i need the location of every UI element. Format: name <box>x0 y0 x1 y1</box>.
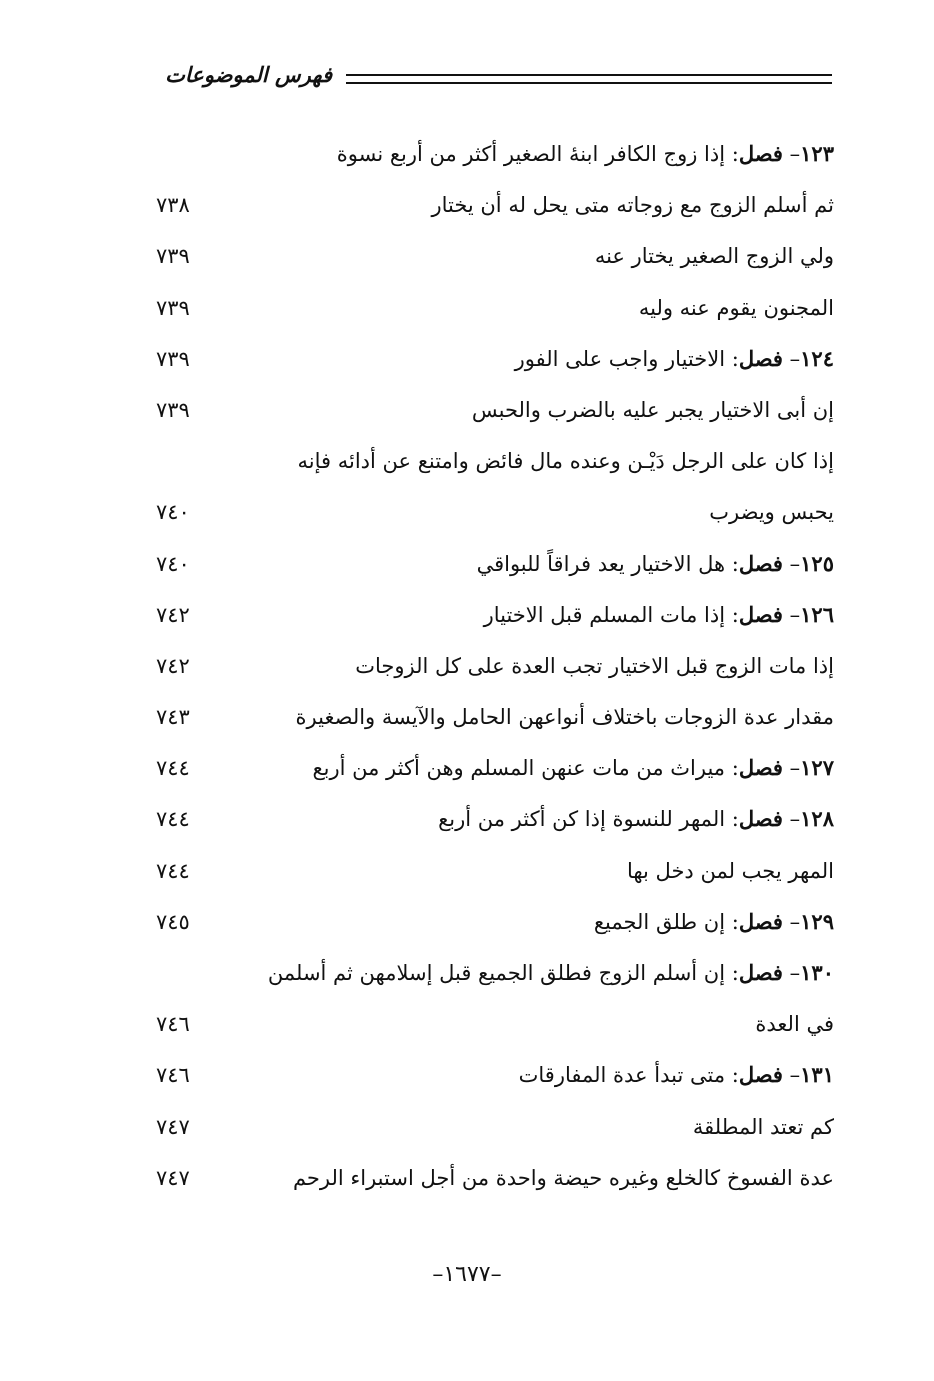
section-keyword: فصل <box>738 1062 783 1088</box>
entry-text: يحبس ويضرب <box>709 500 834 525</box>
section-number: ١٢٥ <box>800 550 834 576</box>
entry-text: كم تعتد المطلقة <box>692 1114 834 1139</box>
section-keyword: فصل <box>738 550 783 576</box>
toc-entry-title <box>337 138 834 170</box>
toc-row <box>150 591 834 642</box>
entry-text: إذا مات الزوج قبل الاختيار تجب العدة على كل الزوجات <box>355 653 834 678</box>
toc-page-number: ٧٤٣ <box>156 705 190 730</box>
entry-text: : إذا زوج الكافر ابنهٔ الصغير أكثر من أربع نسوة <box>336 142 739 166</box>
toc-row <box>150 1051 834 1102</box>
toc-entry-title <box>431 189 834 221</box>
toc-row <box>150 1154 834 1205</box>
entry-text: : إذا مات المسلم قبل الاختيار <box>483 602 739 627</box>
entry-text: : ميراث من مات عنهن المسلم وهن أكثر من أربع <box>312 756 739 781</box>
toc-entry-title <box>472 394 834 426</box>
section-dash: – <box>789 961 801 985</box>
toc-page-number: ٧٤٤ <box>156 807 190 832</box>
entry-text: : الاختيار واجب على الفور <box>514 346 739 371</box>
toc-entry-title <box>296 701 834 733</box>
entry-text: عدة الفسوخ كالخلع وغيره حيضة واحدة من أجل استبراء الرحم <box>292 1165 834 1190</box>
toc-page-number: ٧٤٢ <box>156 602 190 627</box>
toc-page-number: ٧٤٤ <box>156 756 190 781</box>
entry-text: : هل الاختيار يعد فراقاً للبواقي <box>476 551 739 576</box>
section-number: ١٢٦ <box>800 601 834 627</box>
toc-page-number: ٧٤٢ <box>156 653 190 678</box>
section-number: ١٣١ <box>800 1062 834 1088</box>
toc-entry-title <box>268 957 834 989</box>
toc-row <box>150 386 834 437</box>
page-number: –١٦٧٧– <box>432 1262 502 1287</box>
section-dash: – <box>789 551 801 576</box>
toc-page-number: ٧٤٠ <box>156 500 190 525</box>
toc-entry-title <box>515 343 834 375</box>
section-number: ١٢٣ <box>800 141 834 166</box>
entry-text: : المهر للنسوة إذا كن أكثر من أربع <box>438 807 739 832</box>
entry-text: ولي الزوج الصغير يختار عنه <box>594 244 834 269</box>
section-keyword: فصل <box>738 908 783 934</box>
section-dash: – <box>789 909 801 934</box>
toc-page-number: ٧٤٧ <box>156 1114 190 1139</box>
entry-text: مقدار عدة الزوجات باختلاف أنواعهن الحامل والآيسة والصغيرة <box>295 705 834 730</box>
toc-entry-title <box>484 599 834 631</box>
toc-row <box>150 744 834 795</box>
toc-entry-title <box>438 803 834 835</box>
toc-page-number: ٧٤٥ <box>156 909 190 934</box>
toc-row <box>150 284 834 335</box>
section-dash: – <box>789 756 801 781</box>
toc-row <box>150 335 834 386</box>
entry-text: ثم أسلم الزوج مع زوجاته متى يحل له أن يختار <box>431 193 834 218</box>
section-number: ١٢٤ <box>800 345 834 371</box>
toc-row <box>150 642 834 693</box>
toc-entry-title <box>298 445 835 477</box>
toc-page-number: ٧٤٦ <box>156 1063 190 1088</box>
toc-row <box>150 181 834 232</box>
section-keyword: فصل <box>738 601 783 627</box>
toc-entry-title <box>355 650 834 682</box>
toc-row <box>150 949 834 1000</box>
running-header <box>128 62 832 96</box>
entry-text: في العدة <box>755 1012 834 1037</box>
toc-row <box>150 795 834 846</box>
section-keyword: فصل <box>738 345 783 371</box>
toc-page-number: ٧٣٩ <box>156 346 190 371</box>
section-dash: – <box>789 602 801 627</box>
section-number: ١٢٧ <box>800 755 834 781</box>
toc-page-number: ٧٣٩ <box>156 295 190 320</box>
header-rule-top <box>346 74 832 76</box>
section-keyword: فصل <box>738 141 783 166</box>
section-dash: – <box>789 807 801 832</box>
entry-text: : إن طلق الجميع <box>593 909 739 934</box>
toc-row <box>150 1103 834 1154</box>
toc-row <box>150 130 834 181</box>
toc-entry-title <box>312 752 834 784</box>
entry-text: إن أبى الاختيار يجبر عليه بالضرب والحبس <box>471 397 834 422</box>
entry-text: : متى تبدأ عدة المفارقات <box>518 1063 739 1088</box>
toc-entry-title <box>639 292 834 324</box>
header-rule-bottom <box>346 82 832 84</box>
entry-text: : إن أسلم الزوج فطلق الجميع قبل إسلامهن ثم أسلمن <box>267 961 739 985</box>
toc-page-number: ٧٣٩ <box>156 244 190 269</box>
header-title: فهرس الموضوعات <box>165 62 332 87</box>
toc-page-number: ٧٤٧ <box>156 1165 190 1190</box>
section-number: ١٣٠ <box>800 960 834 985</box>
toc-row <box>150 847 834 898</box>
section-dash: – <box>789 142 801 166</box>
toc-entry-title <box>627 855 834 887</box>
toc-row <box>150 693 834 744</box>
section-keyword: فصل <box>738 755 783 781</box>
section-keyword: فصل <box>738 960 783 985</box>
entry-text: المهر يجب لمن دخل بها <box>626 858 834 883</box>
toc-page-number: ٧٤٠ <box>156 551 190 576</box>
toc-page-number: ٧٤٦ <box>156 1012 190 1037</box>
toc-entry-title <box>595 240 834 272</box>
section-dash: – <box>789 1063 801 1088</box>
toc-entry-title <box>293 1162 834 1194</box>
toc-page-number: ٧٣٩ <box>156 397 190 422</box>
section-keyword: فصل <box>738 806 783 832</box>
toc-row <box>150 232 834 283</box>
toc-entry-title <box>594 906 834 938</box>
toc-page-number: ٧٣٨ <box>156 193 190 218</box>
section-number: ١٢٨ <box>800 806 834 832</box>
toc-entry-title <box>477 548 834 580</box>
toc-row <box>150 540 834 591</box>
toc-row <box>150 898 834 949</box>
entry-text: إذا كان على الرجل دَيْـن وعنده مال فائض وامتنع عن أدائه فإنه <box>297 449 834 474</box>
toc-row <box>150 437 834 488</box>
toc-entry-title <box>519 1059 834 1091</box>
toc-entry-title <box>693 1111 834 1143</box>
toc-entry-title <box>709 496 834 528</box>
toc-row <box>150 1000 834 1051</box>
entry-text: المجنون يقوم عنه وليه <box>638 295 834 320</box>
table-of-contents <box>150 130 834 1205</box>
toc-page-number: ٧٤٤ <box>156 858 190 883</box>
section-dash: – <box>789 346 801 371</box>
toc-row <box>150 488 834 539</box>
toc-entry-title <box>755 1008 834 1040</box>
section-number: ١٢٩ <box>800 908 834 934</box>
